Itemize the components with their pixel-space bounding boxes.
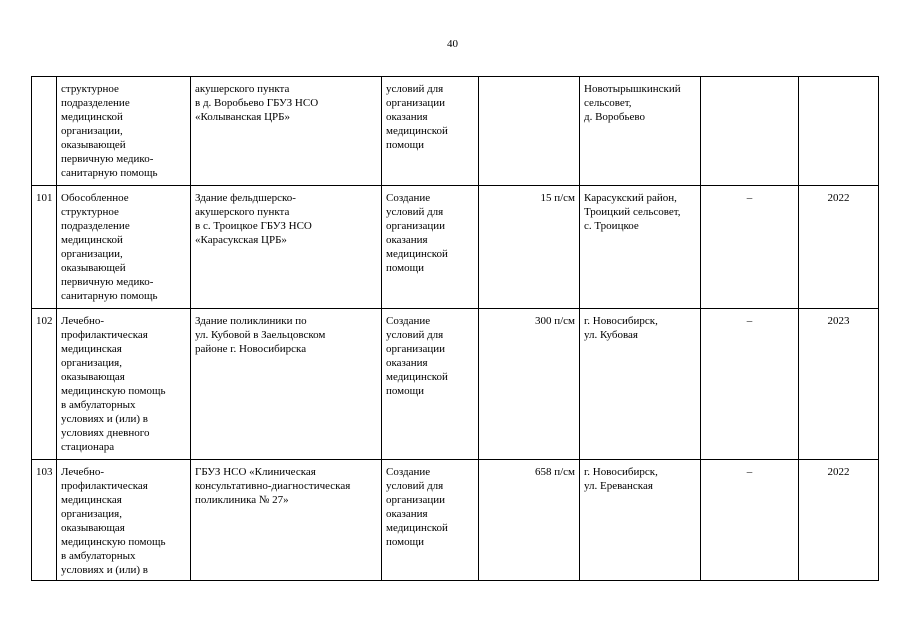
- organization-type-cell: структурное подразделение медицинской организации, оказывающей первичную медико- санитарную помощь: [57, 77, 191, 186]
- objects-table: [31, 76, 879, 581]
- purpose-cell: Создание условий для организации оказания медицинской помощи: [382, 460, 479, 581]
- purpose-cell: условий для организации оказания медицинской помощи: [382, 77, 479, 186]
- extra-cell: –: [701, 309, 799, 460]
- purpose-cell: Создание условий для организации оказания медицинской помощи: [382, 309, 479, 460]
- table-row: [32, 460, 879, 581]
- row-number-cell: 102: [32, 309, 57, 460]
- extra-cell: [701, 77, 799, 186]
- location-cell: Карасукский район, Троицкий сельсовет, с. Троицкое: [580, 186, 701, 309]
- year-cell: 2023: [799, 309, 879, 460]
- year-cell: 2022: [799, 460, 879, 581]
- location-cell: г. Новосибирск, ул. Кубовая: [580, 309, 701, 460]
- row-number-cell: 103: [32, 460, 57, 581]
- extra-cell: –: [701, 186, 799, 309]
- object-name-cell: ГБУЗ НСО «Клиническая консультативно-диагностическая поликлиника № 27»: [191, 460, 382, 581]
- row-number-cell: 101: [32, 186, 57, 309]
- table-row: [32, 77, 879, 186]
- object-name-cell: акушерского пункта в д. Воробьево ГБУЗ НСО «Колыванская ЦРБ»: [191, 77, 382, 186]
- extra-cell: –: [701, 460, 799, 581]
- year-cell: 2022: [799, 186, 879, 309]
- table-row: [32, 186, 879, 309]
- capacity-cell: [479, 77, 580, 186]
- capacity-cell: 658 п/см: [479, 460, 580, 581]
- organization-type-cell: Обособленное структурное подразделение медицинской организации, оказывающей первичную медико- санитарную помощь: [57, 186, 191, 309]
- location-cell: Новотырышкинский сельсовет, д. Воробьево: [580, 77, 701, 186]
- year-cell: [799, 77, 879, 186]
- organization-type-cell: Лечебно- профилактическая медицинская организация, оказывающая медицинскую помощь в амбулаторных условиях и (или) в: [57, 460, 191, 581]
- row-number-cell: [32, 77, 57, 186]
- page-number: 40: [447, 38, 458, 50]
- capacity-cell: 300 п/см: [479, 309, 580, 460]
- organization-type-cell: Лечебно- профилактическая медицинская организация, оказывающая медицинскую помощь в амбулаторных условиях и (или) в условиях дневного стационара: [57, 309, 191, 460]
- capacity-cell: 15 п/см: [479, 186, 580, 309]
- purpose-cell: Создание условий для организации оказания медицинской помощи: [382, 186, 479, 309]
- location-cell: г. Новосибирск, ул. Ереванская: [580, 460, 701, 581]
- table-row: [32, 309, 879, 460]
- object-name-cell: Здание фельдшерско- акушерского пункта в с. Троицкое ГБУЗ НСО «Карасукская ЦРБ»: [191, 186, 382, 309]
- object-name-cell: Здание поликлиники по ул. Кубовой в Заельцовском районе г. Новосибирска: [191, 309, 382, 460]
